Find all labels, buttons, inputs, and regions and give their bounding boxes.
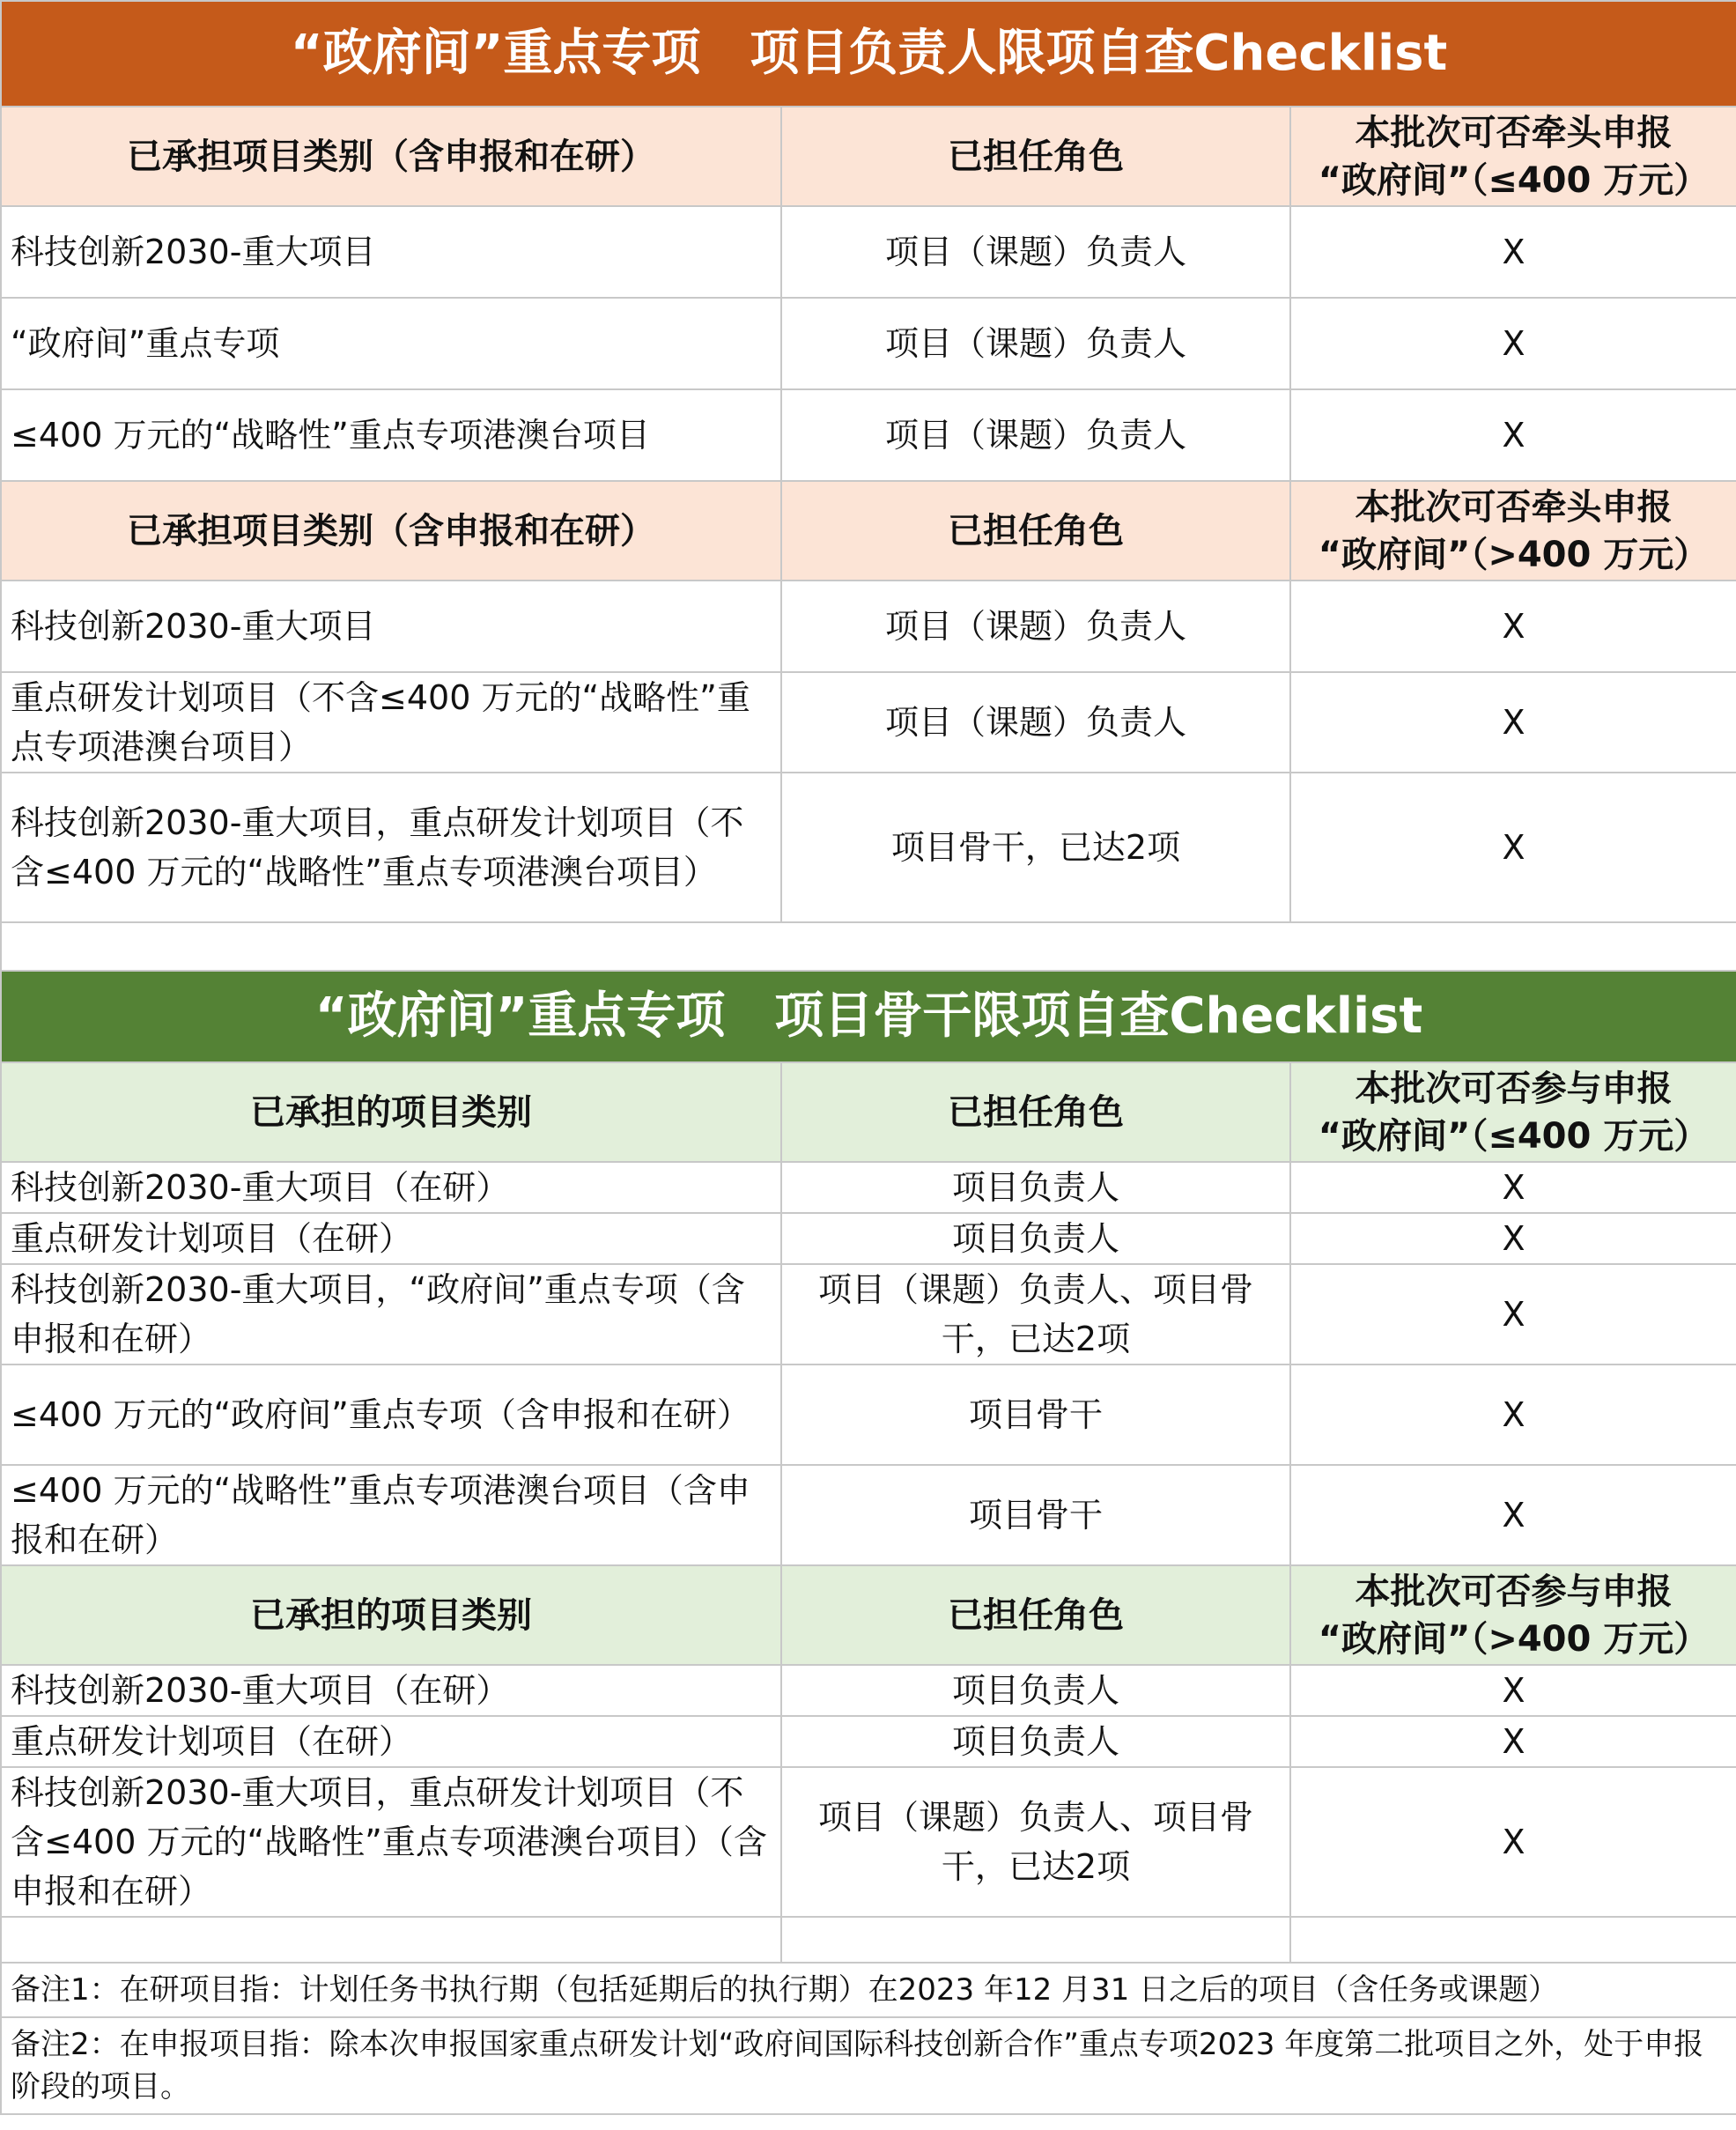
table-cell-category: 科技创新2030-重大项目，重点研发计划项目（不含≤400 万元的“战略性”重点专项港澳台项目）（含申报和在研） (1, 1767, 781, 1917)
table-cell-role: 项目骨干 (781, 1465, 1290, 1565)
section1-title: “政府间”重点专项 项目负责人限项自查Checklist (1, 1, 1736, 107)
table-cell-role: 项目（课题）负责人 (781, 389, 1290, 481)
table-cell-mark: X (1290, 1162, 1736, 1213)
table-cell-category: 科技创新2030-重大项目（在研） (1, 1665, 781, 1716)
note-1: 备注1：在研项目指：计划任务书执行期（包括延期后的执行期）在2023 年12 月31 日之后的项目（含任务或课题） (1, 1963, 1736, 2017)
table-cell-category: ≤400 万元的“政府间”重点专项（含申报和在研） (1, 1365, 781, 1465)
header-category: 已承担项目类别（含申报和在研） (1, 481, 781, 581)
table-cell-mark: X (1290, 1465, 1736, 1565)
table-cell-mark: X (1290, 672, 1736, 773)
header-category: 已承担项目类别（含申报和在研） (1, 107, 781, 206)
header-eligibility-line2: “政府间”（≤400 万元） (1318, 159, 1710, 201)
table-cell-role: 项目骨干 (781, 1365, 1290, 1465)
header-eligibility (1290, 107, 1736, 206)
header-category: 已承担的项目类别 (1, 1062, 781, 1162)
table-cell-role: 项目负责人 (781, 1213, 1290, 1264)
table-cell-mark: X (1290, 1365, 1736, 1465)
note-2: 备注2：在申报项目指：除本次申报国家重点研发计划“政府间国际科技创新合作”重点专项2023 年度第二批项目之外，处于申报阶段的项目。 (1, 2017, 1736, 2114)
table-cell-category: 科技创新2030-重大项目，“政府间”重点专项（含申报和在研） (1, 1264, 781, 1365)
table-cell-mark: X (1290, 389, 1736, 481)
header-role: 已担任角色 (781, 1062, 1290, 1162)
header-role: 已担任角色 (781, 481, 1290, 581)
table-cell-category: 重点研发计划项目（不含≤400 万元的“战略性”重点专项港澳台项目） (1, 672, 781, 773)
header-eligibility-line2: “政府间”（>400 万元） (1318, 1618, 1710, 1660)
section2-title: “政府间”重点专项 项目骨干限项自查Checklist (1, 971, 1736, 1062)
header-category: 已承担的项目类别 (1, 1565, 781, 1665)
header-role: 已担任角色 (781, 1565, 1290, 1665)
table-cell-category: ≤400 万元的“战略性”重点专项港澳台项目 (1, 389, 781, 481)
table-cell-category: 科技创新2030-重大项目 (1, 206, 781, 298)
header-eligibility-line2: “政府间”（>400 万元） (1318, 534, 1710, 575)
table-cell-role: 项目负责人 (781, 1665, 1290, 1716)
table-cell-category: ≤400 万元的“战略性”重点专项港澳台项目（含申报和在研） (1, 1465, 781, 1565)
header-eligibility-line1: 本批次可否参与申报 (1355, 1068, 1673, 1109)
table-cell-role: 项目（课题）负责人 (781, 206, 1290, 298)
table-cell-role: 项目（课题）负责人 (781, 298, 1290, 389)
table-cell-mark: X (1290, 1665, 1736, 1716)
table-cell-role: 项目（课题）负责人 (781, 672, 1290, 773)
table-cell-role: 项目（课题）负责人 (781, 581, 1290, 672)
table-cell-mark: X (1290, 1213, 1736, 1264)
table-cell-mark: X (1290, 1264, 1736, 1365)
table-cell-category: 科技创新2030-重大项目 (1, 581, 781, 672)
table-cell-role: 项目骨干，已达2项 (781, 773, 1290, 922)
table-cell-mark: X (1290, 1767, 1736, 1917)
table-cell-role: 项目负责人 (781, 1162, 1290, 1213)
table-cell-mark: X (1290, 1716, 1736, 1767)
blank-cell (781, 1917, 1290, 1963)
header-eligibility-line2: “政府间”（≤400 万元） (1318, 1115, 1710, 1157)
table-cell-role: 项目（课题）负责人、项目骨干，已达2项 (781, 1264, 1290, 1365)
table-cell-mark: X (1290, 206, 1736, 298)
header-eligibility (1290, 1062, 1736, 1162)
header-eligibility-line1: 本批次可否牵头申报 (1355, 112, 1673, 153)
table-cell-category: 科技创新2030-重大项目，重点研发计划项目（不含≤400 万元的“战略性”重点专项港澳台项目） (1, 773, 781, 922)
header-role: 已担任角色 (781, 107, 1290, 206)
table-cell-mark: X (1290, 298, 1736, 389)
table-cell-category: “政府间”重点专项 (1, 298, 781, 389)
header-eligibility (1290, 481, 1736, 581)
table-cell-role: 项目（课题）负责人、项目骨干，已达2项 (781, 1767, 1290, 1917)
table-cell-category: 科技创新2030-重大项目（在研） (1, 1162, 781, 1213)
header-eligibility (1290, 1565, 1736, 1665)
spacer-row (1, 922, 1736, 971)
blank-cell (1290, 1917, 1736, 1963)
header-eligibility-line1: 本批次可否参与申报 (1355, 1571, 1673, 1612)
blank-cell (1, 1917, 781, 1963)
table-cell-role: 项目负责人 (781, 1716, 1290, 1767)
table-cell-mark: X (1290, 581, 1736, 672)
table-cell-category: 重点研发计划项目（在研） (1, 1213, 781, 1264)
header-eligibility-line1: 本批次可否牵头申报 (1355, 486, 1673, 528)
table-cell-mark: X (1290, 773, 1736, 922)
table-cell-category: 重点研发计划项目（在研） (1, 1716, 781, 1767)
